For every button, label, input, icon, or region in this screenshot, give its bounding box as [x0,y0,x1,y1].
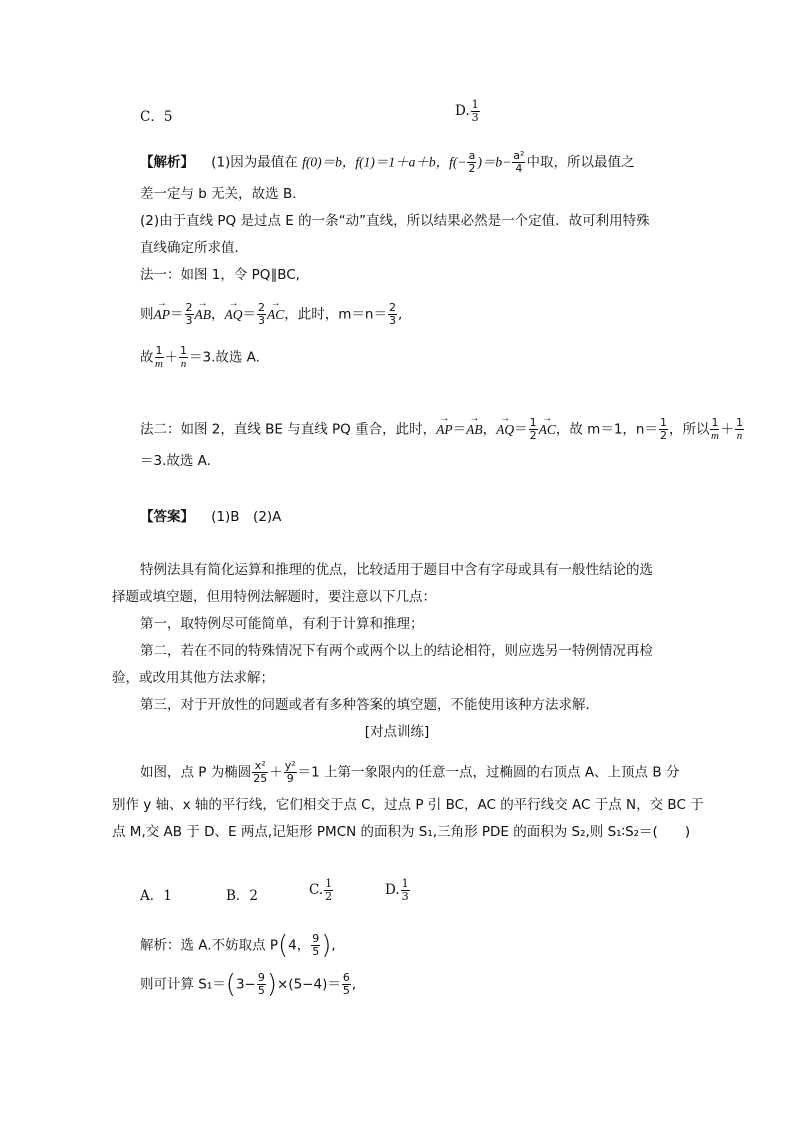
analysis-text: ， [482,421,497,438]
frac-num: 1 [155,344,163,357]
fraction-9-over-5 [311,933,320,958]
fraction-1-over-m [710,417,719,442]
method-para-3b [112,669,274,687]
training-option-b [226,887,258,905]
solution-line-2 [140,969,357,1000]
vector-ab: → AB [195,306,212,324]
vector-ap: → AP [154,306,171,324]
analysis-text: ＝ [242,306,256,323]
analysis-tag: 【解析】 [140,154,194,171]
option-d [455,99,481,124]
method-text: 验，或改用其他方法求解； [112,670,274,686]
frac-den: m [155,358,163,370]
solution-text: ×(5−4)＝ [277,976,341,993]
frac-num: 1 [401,877,409,890]
analysis-line-4 [140,239,248,257]
analysis-text: 中取，所以最值之 [526,154,635,171]
frac-num: 2 [185,301,193,314]
fraction-2-over-3 [257,302,266,327]
analysis-text: (2)由于直线 PQ 是过点 E 的一条“动”直线，所以结果必然是一个定值．故可利用特殊 [140,213,650,229]
frac-num: 9 [257,971,265,984]
method-para-3 [140,642,653,660]
frac-num: 1 [735,416,743,429]
paren-close: ) [266,969,277,1000]
frac-num: 1 [659,416,667,429]
analysis-text: 故 [140,349,154,366]
method2-line-2 [140,452,211,470]
method-text: 择题或填空题，但用特例法解题时，要注意以下几点： [112,589,436,605]
analysis-text: 法二：如图 2，直线 BE 与直线 PQ 重合，此时， [140,421,437,438]
frac-den: 3 [401,890,409,903]
vector-ab: → AB [466,421,483,439]
question-text: ＝1 上第一象限内的任意一点，过椭圆的右顶点 A、上顶点 B 分 [297,764,680,781]
question-text: ＋ [269,764,283,781]
analysis-text: (1)因为最值在 [211,154,303,171]
option-d-fraction [471,99,480,124]
option-c-label: C. [309,882,324,898]
training-question-line-1 [140,760,679,785]
option-d-label: D. [385,882,400,898]
training-question-line-3 [112,823,690,841]
frac-den: 5 [312,945,320,958]
frac-num: 1 [711,416,719,429]
vector-ac: → AC [539,421,556,439]
training-question-line-2 [112,796,704,814]
training-title [0,723,794,741]
method-para-1b [112,588,436,606]
training-option-c [309,878,334,903]
training-option-d [385,878,411,903]
frac-den: 5 [257,984,265,997]
training-title-text: [对点训练] [364,724,430,740]
fraction-6-over-5 [342,972,351,997]
frac-den: 2 [325,890,333,903]
frac-num: 2 [388,301,396,314]
question-text: 别作 y 轴、x 轴的平行线，它们相交于点 C，过点 P 引 BC，AC 的平行线交 AC 于点 N，交 BC 于 [112,797,704,813]
fraction-1-over-2 [529,417,538,442]
analysis-text: ， [211,306,225,323]
question-text: 点 M,交 AB 于 D、E 两点,记矩形 PMCN 的面积为 S₁,三角形 PDE 的面积为 S₂,则 S₁∶S₂＝( ) [112,824,691,840]
option-c-text: C．5 [140,109,173,125]
frac-den: 5 [342,984,350,997]
frac-num: 1 [180,344,187,357]
paren-open: ( [225,969,236,1000]
frac-den: 3 [471,111,479,124]
fraction-1-over-3 [401,878,410,903]
analysis-text: ＝ [514,421,528,438]
frac-den: 3 [388,314,396,327]
analysis-text: 直线确定所求值． [140,240,248,256]
analysis-line-1 [140,150,634,175]
solution-text: 4， [288,937,311,954]
fraction-2-over-3 [388,302,397,327]
frac-num: a² [513,149,525,162]
analysis-text: ，故 m＝1，n＝ [555,421,658,438]
frac-num: 1 [471,98,479,111]
frac-num: x² [252,760,268,773]
frac-den: m [710,430,719,442]
method2-line-1 [140,417,745,442]
vector-aq: → AQ [225,306,243,324]
frac-den: 2 [659,429,667,442]
frac-num: 1 [325,877,333,890]
analysis-math: f(0)＝b，f(1)＝1＋a＋b，f(− [302,154,467,170]
analysis-math: )＝b− [477,154,512,170]
frac-num: 9 [312,932,320,945]
frac-den: 25 [253,772,268,785]
analysis-text: ＝ [170,306,184,323]
question-text: 如图，点 P 为椭圆 [140,764,252,781]
analysis-text: 则 [140,306,154,323]
option-d-label: D. [455,103,470,119]
analysis-text: ，此时，m＝n＝ [284,306,387,323]
method1-line-2 [140,302,402,327]
method-text: 第一，取特例尽可能简单，有利于计算和推理； [140,616,424,632]
analysis-text: ＝3.故选 A. [189,349,260,366]
vector-ap: → AP [436,421,453,439]
analysis-text: ＝3.故选 A. [140,453,211,469]
fraction-1-over-n [735,417,744,442]
option-b-text: B．2 [226,888,259,904]
frac-den: 9 [286,772,294,785]
frac-den: n [736,430,743,442]
frac-den: n [180,358,187,370]
training-option-a [140,887,172,905]
method-para-2 [140,615,424,633]
analysis-line-3 [140,212,650,230]
solution-text: 则可计算 S₁＝ [140,976,226,993]
vector-aq: → AQ [496,421,514,439]
frac-den: 4 [515,162,523,175]
option-c [140,108,172,126]
fraction-1-over-2 [659,417,668,442]
frac-den: 2 [529,429,537,442]
method-para-1 [140,561,653,579]
solution-text: , [331,937,336,954]
answer-text: (1)B (2)A [211,509,282,525]
method-text: 第二，若在不同的特殊情况下有两个或两个以上的结论相符，则应选另一特例情况再检 [140,643,653,659]
analysis-text: ＋ [164,349,178,366]
paren-close: ) [321,930,332,961]
vector-ac: → AC [267,306,284,324]
frac-num: 6 [342,971,350,984]
fraction-x2-over-25 [252,760,268,785]
fraction-1-over-m [155,345,164,370]
solution-text: 解析：选 A.不妨取点 P [140,937,279,954]
frac-den: 2 [468,162,476,175]
analysis-text: ＝ [452,421,467,438]
frac-num: 1 [529,416,537,429]
answer-line [140,508,281,526]
method-text: 第三，对于开放性的问题或者有多种答案的填空题，不能使用该种方法求解． [140,697,599,713]
analysis-line-2 [140,185,297,203]
analysis-text: 法一：如图 1，令 PQ∥BC, [140,267,300,283]
fraction-a2-over-4 [512,150,525,175]
method1-line-1 [140,266,300,284]
frac-den: 3 [258,314,265,327]
fraction-1-over-n [179,345,188,370]
frac-num: a [468,149,476,162]
frac-num: 2 [258,301,265,314]
method-para-4 [140,696,599,714]
method-text: 特例法具有简化运算和推理的优点，比较适用于题目中含有字母或具有一般性结论的选 [140,562,653,578]
frac-num: y² [284,759,296,772]
solution-text: , [351,976,357,993]
fraction-y2-over-9 [284,760,297,785]
method1-line-3 [140,345,260,370]
fraction-1-over-2 [324,878,333,903]
analysis-text: ＋ [720,421,734,438]
option-a-text: A．1 [140,888,172,904]
fraction-2-over-3 [185,302,194,327]
analysis-text: ，所以 [668,421,710,438]
fraction-9-over-5 [257,972,266,997]
solution-line-1 [140,930,336,961]
analysis-text: 差一定与 b 无关，故选 B. [140,186,297,202]
paren-open: ( [278,930,289,961]
solution-text: 3− [235,976,256,993]
fraction-a-over-2 [467,150,476,175]
answer-tag: 【答案】 [140,509,194,525]
analysis-text: , [397,306,403,323]
frac-den: 3 [185,314,193,327]
